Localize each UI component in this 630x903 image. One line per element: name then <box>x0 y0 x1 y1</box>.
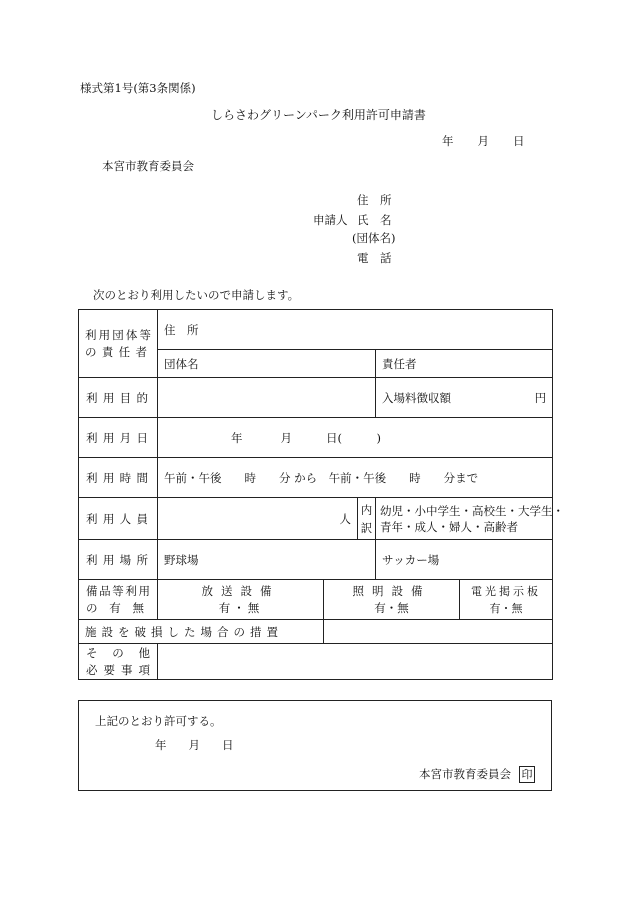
people-types[interactable]: 幼児・小中学生・高校生・大学生・ 青年・成人・婦人・高齢者 <box>376 498 553 540</box>
person-in-charge-field[interactable]: 責任者 <box>376 350 553 378</box>
approval-box <box>78 700 552 791</box>
page-title: しらさわグリーンパーク利用許可申請書 <box>211 108 426 122</box>
date-year: 年 <box>442 134 454 148</box>
date-field[interactable]: 年 月 日( ) <box>158 418 553 458</box>
purpose-field[interactable] <box>158 378 376 418</box>
place-soccer-field[interactable]: サッカー場 <box>376 540 553 580</box>
scoreboard-equipment[interactable]: 電光掲示板 有・無 <box>460 580 553 620</box>
purpose-label: 利用目的 <box>79 378 158 418</box>
place-label: 利用場所 <box>79 540 158 580</box>
date-line <box>442 133 525 149</box>
address-field[interactable]: 住 所 <box>158 310 553 350</box>
other-field[interactable] <box>158 644 553 680</box>
application-table <box>78 309 564 680</box>
admission-fee-field[interactable]: 入場料徴収額 円 <box>376 378 553 418</box>
damage-field[interactable] <box>324 620 553 644</box>
lighting-equipment[interactable]: 照明設備 有・無 <box>324 580 460 620</box>
date-day: 日 <box>513 134 525 148</box>
other-label: その他 必要事項 <box>79 644 158 680</box>
place-baseball-field[interactable]: 野球場 <box>158 540 376 580</box>
time-field[interactable]: 午前・午後 時 分 から 午前・午後 時 分まで <box>158 458 553 498</box>
broadcast-equipment[interactable]: 放送設備 有・無 <box>158 580 324 620</box>
date-month: 月 <box>477 134 489 148</box>
breakdown-label: 内 訳 <box>358 498 376 540</box>
applicant-address-label: 住 所 <box>357 193 392 207</box>
applicant-name-label: 氏 名 <box>357 213 392 227</box>
approval-text: 上記のとおり許可する。 <box>95 714 222 728</box>
intro-text: 次のとおり利用したいので申請します。 <box>93 288 300 302</box>
applicant-group-label: (団体名) <box>352 231 396 245</box>
people-label: 利用人員 <box>79 498 158 540</box>
people-count-field[interactable]: 人 <box>158 498 358 540</box>
applicant-prefix: 申請人 <box>313 213 348 227</box>
date-label: 利用月日 <box>79 418 158 458</box>
group-name-field[interactable]: 団体名 <box>158 350 376 378</box>
yen-unit: 円 <box>534 390 547 405</box>
addressee: 本宮市教育委員会 <box>102 159 194 173</box>
equipment-label: 備品等利用 の有無 <box>79 580 158 620</box>
time-label: 利用時間 <box>79 458 158 498</box>
applicant-phone-label: 電 話 <box>357 251 392 265</box>
damage-label: 施設を破損した場合の措置 <box>79 620 324 644</box>
responsible-label: 利用団体等 の責任者 <box>79 310 158 378</box>
approval-committee: 本宮市教育委員会 印 <box>419 766 535 783</box>
approval-date: 年 月 日 <box>155 738 234 752</box>
form-number: 様式第1号(第3条関係) <box>80 81 196 95</box>
seal-mark: 印 <box>519 766 535 783</box>
